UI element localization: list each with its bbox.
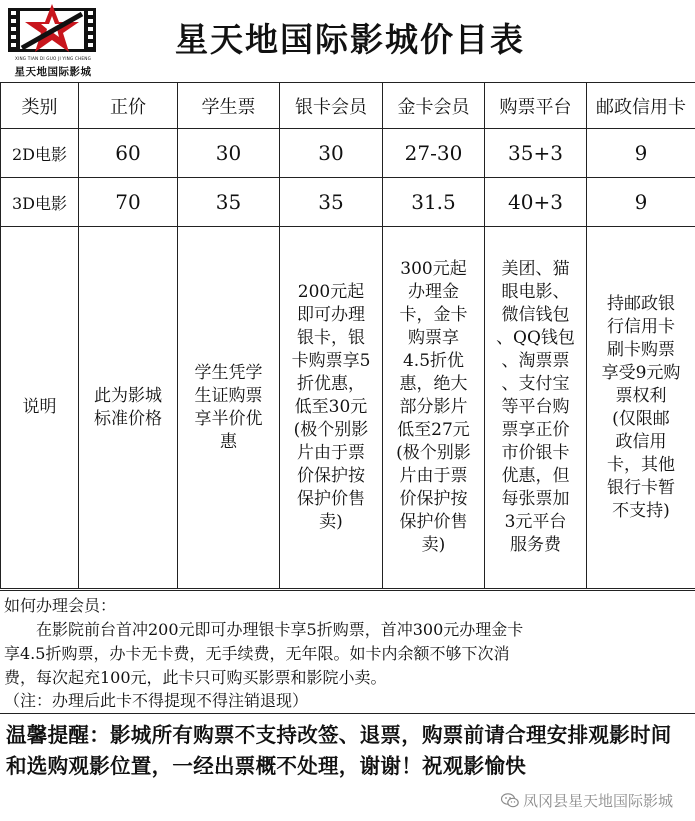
warm-reminder-section bbox=[0, 713, 695, 821]
header-student: 学生票 bbox=[178, 83, 280, 129]
desc-line: 4.5折优 bbox=[386, 350, 481, 373]
desc-line: 学生凭学 bbox=[181, 362, 276, 385]
desc-line: 刷卡购票 bbox=[590, 339, 692, 362]
desc-line: 200元起 bbox=[283, 281, 379, 304]
page-title: 星天地国际影城价目表 bbox=[110, 14, 590, 61]
price-3d-student: 35 bbox=[178, 178, 280, 227]
price-2d-postal: 9 bbox=[587, 129, 695, 178]
desc-line: 3元平台 bbox=[488, 511, 583, 534]
table-header-row bbox=[1, 83, 695, 129]
desc-line: 票权利 bbox=[590, 385, 692, 408]
desc-line: 保护价售 bbox=[386, 511, 481, 534]
price-3d-regular: 70 bbox=[79, 178, 178, 227]
desc-line: 生证购票 bbox=[181, 385, 276, 408]
desc-postal bbox=[587, 227, 695, 589]
desc-line: 片由于票 bbox=[283, 442, 379, 465]
desc-silver bbox=[280, 227, 383, 589]
price-3d-gold: 31.5 bbox=[383, 178, 485, 227]
price-table bbox=[0, 82, 695, 589]
price-2d-silver: 30 bbox=[280, 129, 383, 178]
desc-line: 享半价优 bbox=[181, 408, 276, 431]
desc-line: 票享正价 bbox=[488, 419, 583, 442]
desc-line: 、淘票票 bbox=[488, 350, 583, 373]
desc-line: (极个别影 bbox=[283, 419, 379, 442]
desc-line: 不支持) bbox=[590, 500, 692, 523]
price-2d-platform: 35+3 bbox=[485, 129, 587, 178]
desc-line: 折优惠， bbox=[283, 373, 379, 396]
desc-regular bbox=[79, 227, 178, 589]
desc-gold bbox=[383, 227, 485, 589]
desc-line: 政信用 bbox=[590, 431, 692, 454]
row-label-3d: 3D电影 bbox=[1, 178, 79, 227]
desc-line: 标准价格 bbox=[82, 408, 174, 431]
desc-line: 办理金 bbox=[386, 281, 481, 304]
header-postal-card: 邮政信用卡 bbox=[587, 83, 695, 129]
warm-reminder-text: 温馨提醒：影城所有购票不支持改签、退票，购票前请合理安排观影时间和选购观影位置，一经出票概不处理，谢谢！祝观影愉快 bbox=[6, 720, 692, 782]
desc-line: 保护价售 bbox=[283, 488, 379, 511]
desc-line: 惠 bbox=[181, 431, 276, 454]
price-2d-student: 30 bbox=[178, 129, 280, 178]
desc-line: 微信钱包 bbox=[488, 304, 583, 327]
logo-subtitle: XING TIAN DI GUO JI YING CHENG bbox=[5, 56, 101, 61]
desc-line: 优惠，但 bbox=[488, 465, 583, 488]
desc-line: 卖) bbox=[283, 511, 379, 534]
desc-line: 惠，绝大 bbox=[386, 373, 481, 396]
header-platform: 购票平台 bbox=[485, 83, 587, 129]
desc-student bbox=[178, 227, 280, 589]
row-label-2d: 2D电影 bbox=[1, 129, 79, 178]
desc-line: 价保护按 bbox=[386, 488, 481, 511]
desc-platform bbox=[485, 227, 587, 589]
watermark bbox=[501, 790, 673, 811]
header-silver-member: 银卡会员 bbox=[280, 83, 383, 129]
desc-line: 片由于票 bbox=[386, 465, 481, 488]
desc-line: 每张票加 bbox=[488, 488, 583, 511]
price-3d-postal: 9 bbox=[587, 178, 695, 227]
desc-line: (极个别影 bbox=[386, 442, 481, 465]
desc-line: 卖) bbox=[386, 534, 481, 557]
desc-line: 此为影城 bbox=[82, 385, 174, 408]
desc-line: 部分影片 bbox=[386, 396, 481, 419]
row-label-description: 说明 bbox=[1, 227, 79, 589]
price-2d-gold: 27-30 bbox=[383, 129, 485, 178]
desc-line: 卡，金卡 bbox=[386, 304, 481, 327]
desc-line: (仅限邮 bbox=[590, 408, 692, 431]
price-3d-platform: 40+3 bbox=[485, 178, 587, 227]
membership-heading: 如何办理会员： bbox=[4, 594, 116, 618]
desc-line: 银行卡暂 bbox=[590, 477, 692, 500]
price-3d-silver: 35 bbox=[280, 178, 383, 227]
membership-line-2: 享4.5折购票，办卡无卡费，无手续费，无年限。如卡内余额不够下次消 bbox=[4, 642, 509, 666]
desc-line: 眼电影、 bbox=[488, 281, 583, 304]
star-film-logo-icon bbox=[2, 2, 102, 58]
table-row-description bbox=[1, 227, 695, 589]
membership-section bbox=[0, 590, 695, 714]
desc-line: 等平台购 bbox=[488, 396, 583, 419]
cinema-logo bbox=[2, 2, 102, 80]
desc-line: 行信用卡 bbox=[590, 316, 692, 339]
header-category: 类别 bbox=[1, 83, 79, 129]
desc-line: 美团、猫 bbox=[488, 258, 583, 281]
watermark-text: 凤冈县星天地国际影城 bbox=[523, 790, 673, 811]
membership-line-1: 在影院前台首冲200元即可办理银卡享5折购票，首冲300元办理金卡 bbox=[4, 618, 523, 642]
desc-line: 购票享 bbox=[386, 327, 481, 350]
desc-line: 市价银卡 bbox=[488, 442, 583, 465]
membership-line-3: 费，每次起充100元，此卡只可购买影票和影院小卖。 bbox=[4, 666, 387, 690]
header bbox=[0, 0, 695, 82]
desc-line: 、支付宝 bbox=[488, 373, 583, 396]
header-regular-price: 正价 bbox=[79, 83, 178, 129]
membership-note: （注：办理后此卡不得提现不得注销退现） bbox=[4, 689, 308, 713]
desc-line: 300元起 bbox=[386, 258, 481, 281]
desc-line: 卡，其他 bbox=[590, 454, 692, 477]
table-row-2d bbox=[1, 129, 695, 178]
desc-line: 卡购票享5 bbox=[283, 350, 379, 373]
desc-line: 持邮政银 bbox=[590, 293, 692, 316]
header-gold-member: 金卡会员 bbox=[383, 83, 485, 129]
desc-line: 即可办理 bbox=[283, 304, 379, 327]
wechat-icon bbox=[501, 793, 519, 808]
desc-line: 服务费 bbox=[488, 534, 583, 557]
desc-line: 低至27元 bbox=[386, 419, 481, 442]
desc-line: 享受9元购 bbox=[590, 362, 692, 385]
price-2d-regular: 60 bbox=[79, 129, 178, 178]
desc-line: 银卡，银 bbox=[283, 327, 379, 350]
desc-line: 价保护按 bbox=[283, 465, 379, 488]
logo-name: 星天地国际影城 bbox=[2, 64, 104, 79]
desc-line: 、QQ钱包 bbox=[488, 327, 583, 350]
table-row-3d bbox=[1, 178, 695, 227]
desc-line: 低至30元 bbox=[283, 396, 379, 419]
